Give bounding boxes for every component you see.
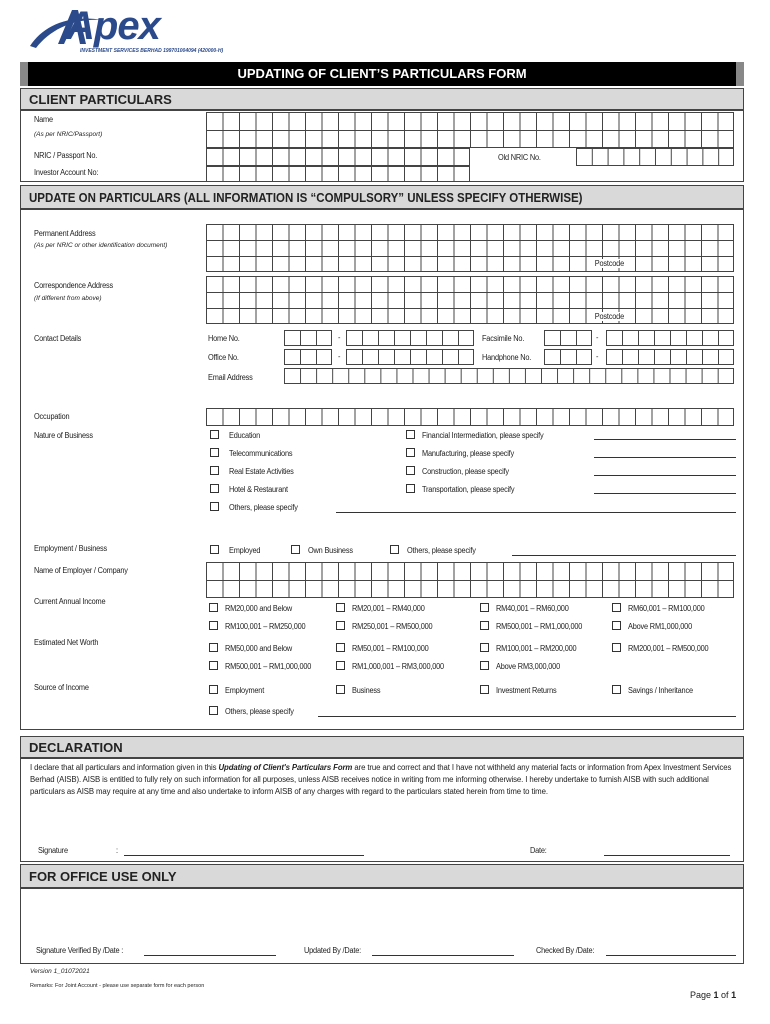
emp-others-checkbox[interactable] [390,545,399,554]
page-current: 1 [713,990,719,1000]
income-opt-8-checkbox[interactable] [612,621,621,630]
form-title-text: UPDATING OF CLIENT’S PARTICULARS FORM [237,66,527,81]
home-dash: - [338,333,341,342]
networth-opt-1-checkbox[interactable] [209,643,218,652]
update-heading: UPDATE ON PARTICULARS (ALL INFORMATION IS “COMPULSORY” UNLESS SPECIFY OTHERWISE) [29,191,583,205]
nature-others-line[interactable] [336,512,736,513]
office-area-input[interactable] [284,349,332,365]
perm-address-note: (As per NRIC or other identification document) [34,242,168,249]
name-input[interactable] [206,112,734,148]
income-opt-7-label: RM500,001 – RM1,000,000 [496,622,583,631]
nature-financial-label: Financial Intermediation, please specify [422,431,544,440]
emp-others-label: Others, please specify [407,546,476,555]
nature-education-checkbox[interactable] [210,430,219,439]
office-heading: FOR OFFICE USE ONLY [29,869,177,884]
investor-input[interactable] [206,166,470,182]
networth-opt-3-label: RM100,001 – RM200,000 [496,644,577,653]
nature-telecom-checkbox[interactable] [210,448,219,457]
source-investment-checkbox[interactable] [480,685,489,694]
old-nric-label: Old NRIC No. [498,153,541,162]
email-label: Email Address [208,373,253,382]
declaration-text [30,762,742,798]
nature-manufacturing-checkbox[interactable] [406,448,415,457]
nature-transport-checkbox[interactable] [406,484,415,493]
networth-opt-3-checkbox[interactable] [480,643,489,652]
emp-employed-checkbox[interactable] [210,545,219,554]
networth-opt-4-label: RM200,001 – RM500,000 [628,644,709,653]
source-savings-checkbox[interactable] [612,685,621,694]
nric-input[interactable] [206,148,470,166]
emp-business-label: Own Business [308,546,353,555]
nature-construction-line[interactable] [594,475,736,476]
fax-number-input[interactable] [606,330,734,346]
checked-label: Checked By /Date: [536,946,595,955]
emp-business-checkbox[interactable] [291,545,300,554]
income-opt-7-checkbox[interactable] [480,621,489,630]
logo-company: INVESTMENT SERVICES BERHAD 199701004094 (420000-H) [80,48,224,54]
income-opt-3-checkbox[interactable] [480,603,489,612]
page-number [690,990,736,1000]
nature-others-checkbox[interactable] [210,502,219,511]
page-of: of [718,990,732,1000]
handphone-number-input[interactable] [606,349,734,365]
nature-hotel-checkbox[interactable] [210,484,219,493]
declaration-heading: DECLARATION [29,740,123,755]
nature-realestate-label: Real Estate Activities [229,467,294,476]
income-opt-6-checkbox[interactable] [336,621,345,630]
version-text: Version 1_01072021 [30,968,90,975]
nature-others-label: Others, please specify [229,503,298,512]
date-line[interactable] [604,855,730,856]
investor-label: Investor Account No: [34,168,99,177]
nature-hotel-label: Hotel & Restaurant [229,485,288,494]
nature-telecom-label: Telecommunications [229,449,293,458]
nature-financial-line[interactable] [594,439,736,440]
source-others-label: Others, please specify [225,707,294,716]
office-header [20,864,744,888]
declaration-text-em: Updating of Client's Particulars Form [218,763,353,772]
nature-manufacturing-line[interactable] [594,457,736,458]
networth-opt-2-label: RM50,001 – RM100,000 [352,644,429,653]
handphone-area-input[interactable] [544,349,592,365]
source-others-line[interactable] [318,716,736,717]
corr-address-input[interactable] [206,276,734,324]
verified-line[interactable] [144,955,276,956]
emp-others-line[interactable] [512,555,736,556]
nature-transport-line[interactable] [594,493,736,494]
logo-brand: Apex [66,4,160,48]
income-opt-4-checkbox[interactable] [612,603,621,612]
employer-label: Name of Employer / Company [34,566,128,575]
home-area-input[interactable] [284,330,332,346]
perm-address-label: Permanent Address [34,229,96,238]
source-investment-label: Investment Returns [496,686,557,695]
nature-construction-checkbox[interactable] [406,466,415,475]
email-input[interactable] [284,368,734,384]
perm-postcode-label: Postcode [592,259,627,268]
checked-line[interactable] [606,955,736,956]
networth-opt-7-label: Above RM3,000,000 [496,662,560,671]
fax-dash: - [596,333,599,342]
networth-opt-7-checkbox[interactable] [480,661,489,670]
source-employment-checkbox[interactable] [209,685,218,694]
office-number-input[interactable] [346,349,474,365]
nature-realestate-checkbox[interactable] [210,466,219,475]
income-opt-3-label: RM40,001 – RM60,000 [496,604,569,613]
corr-postcode-label: Postcode [592,312,627,321]
date-label: Date: [530,846,547,855]
contact-label: Contact Details [34,334,82,343]
source-label: Source of Income [34,683,89,692]
income-label: Current Annual Income [34,597,106,606]
handphone-dash: - [596,352,599,361]
client-particulars-header [20,88,744,110]
remarks-text: Remarks: For Joint Account - please use separate form for each person [30,983,205,989]
name-note: (As per NRIC/Passport) [34,131,103,138]
income-opt-8-label: Above RM1,000,000 [628,622,692,631]
nature-financial-checkbox[interactable] [406,430,415,439]
source-savings-label: Savings / Inheritance [628,686,693,695]
office-dash: - [338,352,341,361]
form-title [20,62,744,86]
signature-line[interactable] [124,855,364,856]
home-number-input[interactable] [346,330,474,346]
income-opt-2-label: RM20,001 – RM40,000 [352,604,425,613]
corr-address-label: Correspondence Address [34,281,114,290]
declaration-text-post: are true and correct and that I have not withheld any material facts or information from Apex Investment Services Berhad (AISB). AISB is entitled to fully rely on such information for all purposes, unless AISB receives notice in writing from me informing otherwise. I hereby undertake to furnish AISB with such additional particulars as AISB may require at any time and also undertake to inform AISB of any charges with regard to the particulars stated herein from time to time. [30,763,732,796]
networth-opt-2-checkbox[interactable] [336,643,345,652]
updated-line[interactable] [372,955,514,956]
fax-label: Facsimile No. [482,334,525,343]
networth-label: Estimated Net Worth [34,638,99,647]
verified-label: Signature Verified By /Date : [36,946,124,955]
declaration-header [20,736,744,758]
income-opt-4-label: RM60,001 – RM100,000 [628,604,705,613]
source-others-checkbox[interactable] [209,706,218,715]
page-pre: Page [690,990,714,1000]
nature-education-label: Education [229,431,261,440]
networth-opt-5-label: RM500,001 – RM1,000,000 [225,662,312,671]
occupation-input[interactable] [206,408,734,426]
occupation-label: Occupation [34,412,70,421]
apex-logo [28,6,268,56]
source-employment-label: Employment [225,686,265,695]
page-total: 1 [731,990,737,1000]
handphone-label: Handphone No. [482,353,532,362]
nature-label: Nature of Business [34,431,93,440]
nric-label: NRIC / Passport No. [34,151,98,160]
networth-opt-4-checkbox[interactable] [612,643,621,652]
income-opt-6-label: RM250,001 – RM500,000 [352,622,433,631]
updated-label: Updated By /Date: [304,946,362,955]
networth-opt-6-label: RM1,000,001 – RM3,000,000 [352,662,444,671]
source-business-label: Business [352,686,381,695]
nature-manufacturing-label: Manufacturing, please specify [422,449,515,458]
signature-label: Signature [38,846,68,855]
signature-colon: : [116,846,118,855]
income-opt-5-label: RM100,001 – RM250,000 [225,622,306,631]
income-opt-5-checkbox[interactable] [209,621,218,630]
networth-opt-5-checkbox[interactable] [209,661,218,670]
employment-label: Employment / Business [34,544,108,553]
emp-employed-label: Employed [229,546,261,555]
nature-construction-label: Construction, please specify [422,467,509,476]
income-opt-1-label: RM20,000 and Below [225,604,293,613]
fax-area-input[interactable] [544,330,592,346]
name-label: Name [34,115,53,124]
corr-address-note: (If different from above) [34,295,102,302]
income-opt-1-checkbox[interactable] [209,603,218,612]
networth-opt-6-checkbox[interactable] [336,661,345,670]
nature-transport-label: Transportation, please specify [422,485,515,494]
employer-input[interactable] [206,562,734,598]
income-opt-2-checkbox[interactable] [336,603,345,612]
source-business-checkbox[interactable] [336,685,345,694]
office-no-label: Office No. [208,353,239,362]
perm-address-input[interactable] [206,224,734,272]
office-frame [20,888,744,964]
old-nric-input[interactable] [576,148,734,166]
client-heading: CLIENT PARTICULARS [29,92,172,107]
declaration-text-pre: I declare that all particulars and information given in this [30,763,219,772]
home-label: Home No. [208,334,240,343]
update-header [20,185,744,209]
networth-opt-1-label: RM50,000 and Below [225,644,293,653]
